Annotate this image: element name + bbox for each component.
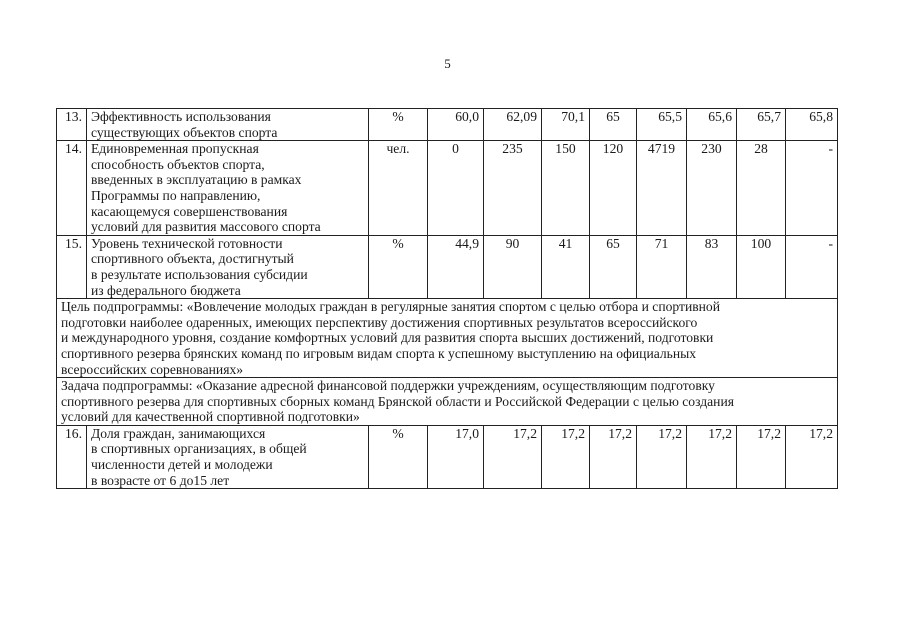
table-row	[57, 141, 838, 236]
value-cell: 41	[542, 235, 590, 298]
indicator-name-line: в результате использования субсидии	[91, 266, 308, 282]
value-cell: 60,0	[428, 109, 484, 141]
goal-line: подготовки наиболее одаренных, имеющих перспективу достижения спортивных результатов всероссийского	[61, 314, 698, 330]
row-number: 14.	[57, 141, 87, 236]
unit-cell: чел.	[369, 141, 428, 236]
value-cell: 65,6	[687, 109, 737, 141]
value-cell: 235	[484, 141, 542, 236]
indicator-name-line: Программы по направлению,	[91, 187, 261, 203]
unit-cell: %	[369, 109, 428, 141]
value-cell: 70,1	[542, 109, 590, 141]
indicator-name-line: Единовременная пропускная	[91, 141, 259, 157]
value-cell: 17,2	[786, 425, 838, 488]
value-cell: 83	[687, 235, 737, 298]
indicator-name-line: касающемуся совершенствования	[91, 203, 288, 219]
value-cell: 230	[687, 141, 737, 236]
task-line: Задача подпрограммы: «Оказание адресной финансовой поддержки учреждениям, осуществляющим подготовку	[61, 378, 715, 394]
value-cell: 65	[590, 235, 637, 298]
indicator-name-line: Эффективность использования	[91, 109, 271, 124]
unit-cell: %	[369, 235, 428, 298]
value-cell: -	[786, 141, 838, 236]
value-cell: 62,09	[484, 109, 542, 141]
value-cell: 150	[542, 141, 590, 236]
indicator-name	[87, 109, 369, 141]
value-cell: 71	[637, 235, 687, 298]
value-cell: 17,2	[637, 425, 687, 488]
value-cell: 28	[737, 141, 786, 236]
subprogram-task	[57, 378, 838, 426]
table-row	[57, 109, 838, 141]
unit-cell: %	[369, 425, 428, 488]
value-cell: 65,5	[637, 109, 687, 141]
subprogram-goal-row	[57, 299, 838, 378]
value-cell: 90	[484, 235, 542, 298]
goal-line: всероссийских соревнованиях»	[61, 361, 244, 377]
indicator-name-line: введенных в эксплуатацию в рамках	[91, 172, 302, 188]
value-cell: 100	[737, 235, 786, 298]
goal-line: и международного уровня, создание комфортных условий для развития спорта высших достижений, подготовки	[61, 330, 714, 346]
value-cell: 65,7	[737, 109, 786, 141]
indicator-name-line: способность объектов спорта,	[91, 156, 265, 172]
value-cell: 4719	[637, 141, 687, 236]
task-line: условий для качественной спортивной подготовки»	[61, 409, 360, 425]
row-number: 16.	[57, 425, 87, 488]
row-number: 13.	[57, 109, 87, 141]
subprogram-goal	[57, 299, 838, 378]
indicator-name-line: существующих объектов спорта	[91, 124, 278, 140]
value-cell: 0	[428, 141, 484, 236]
value-cell: 17,2	[484, 425, 542, 488]
subprogram-task-row	[57, 378, 838, 426]
indicator-name-line: Доля граждан, занимающихся	[91, 425, 266, 441]
indicator-name-line: спортивного объекта, достигнутый	[91, 251, 294, 267]
goal-line: Цель подпрограммы: «Вовлечение молодых граждан в регулярные занятия спортом с целью отбора и спортивной	[61, 299, 720, 315]
row-number: 15.	[57, 235, 87, 298]
value-cell: 44,9	[428, 235, 484, 298]
indicator-name	[87, 235, 369, 298]
indicator-name	[87, 141, 369, 236]
value-cell: 65	[590, 109, 637, 141]
indicator-name-line: условий для развития массового спорта	[91, 219, 321, 235]
value-cell: 17,2	[737, 425, 786, 488]
page-number: 5	[444, 56, 451, 71]
indicator-name-line: в возрасте от 6 до15 лет	[91, 472, 230, 488]
indicator-name	[87, 425, 369, 488]
goal-line: спортивного резерва брянских команд по игровым видам спорта к успешному выступлению на официальных	[61, 345, 697, 361]
indicator-name-line: численности детей и молодежи	[91, 457, 273, 473]
value-cell: 17,2	[542, 425, 590, 488]
indicator-name-line: Уровень технической готовности	[91, 235, 283, 251]
value-cell: 120	[590, 141, 637, 236]
indicator-name-line: в спортивных организациях, в общей	[91, 441, 307, 457]
table-row	[57, 235, 838, 298]
indicators-table	[56, 108, 838, 489]
value-cell: -	[786, 235, 838, 298]
value-cell: 65,8	[786, 109, 838, 141]
task-line: спортивного резерва для спортивных сборных команд Брянской области и Российской Федерации с целью создания	[61, 393, 734, 409]
value-cell: 17,2	[590, 425, 637, 488]
value-cell: 17,2	[687, 425, 737, 488]
table-row	[57, 425, 838, 488]
indicator-name-line: из федерального бюджета	[91, 282, 241, 298]
value-cell: 17,0	[428, 425, 484, 488]
